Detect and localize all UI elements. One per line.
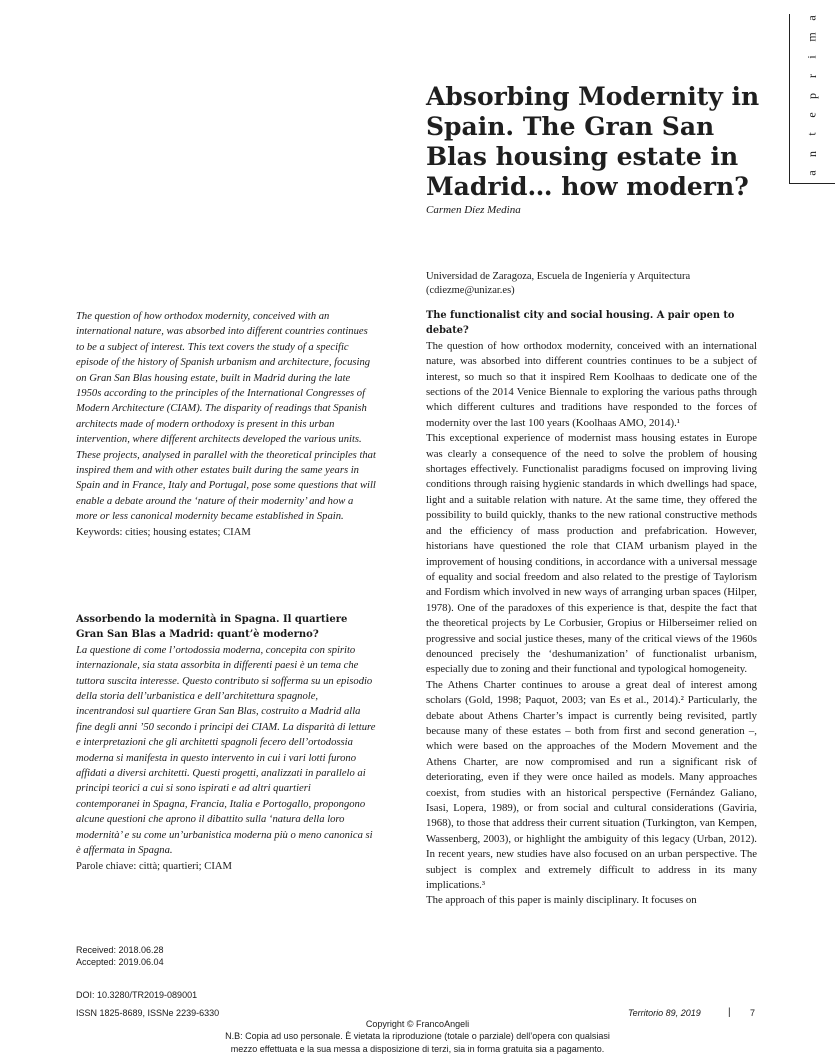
journal-name: Territorio 89, 2019 bbox=[628, 1008, 701, 1018]
abstract-italian-keywords: Parole chiave: città; quartieri; CIAM bbox=[76, 860, 232, 872]
copyright-notice: Copyright © FrancoAngeli bbox=[365, 1019, 470, 1029]
abstract-italian bbox=[76, 612, 376, 874]
usage-notice-line: mezzo effettuata e la sua messa a disposizione di terzi, sia in forma gratuita sia a pagamento. bbox=[230, 1044, 605, 1054]
side-tab-letter: n bbox=[804, 149, 819, 157]
abstract-english-text: The question of how orthodox modernity, conceived with an international nature, was absorbed into different countries continues to be a subject of interest. This text covers the study of a specific episode of the history of Spanish urbanism and architecture, focusing on Gran San Blas housing estate, built in Madrid during the late 1950s according to the principles of the International Congresses of Modern Architecture (CIAM). The disparity of readings that Spanish architects made of modern orthodoxy is present in this urban intervention, where different architects developed the various units. These projects, analysed in parallel with the theoretical principles that inspired them and with other estates built during the same years in Spain and in France, Italy and Portugal, pose some questions that will enable a debate around the ‘nature of their modernity’ and how a more or less canonical modernity became established in Spain. bbox=[76, 311, 376, 523]
abstract-english bbox=[76, 309, 376, 540]
body-paragraph: This exceptional experience of modernist mass housing estates in Europe was clearly a consequence of the need to solve the problem of housing shortages effectively. Functionalist paradigms focused on improving living conditions through raising hygienic standards in which dwellings had space, light and a suitable relation with nature. At the same time, they offered the possibility to build quickly, thanks to the new rational constructive methods and the efficiency of mass production and prefabrication. However, historians have questioned the role that CIAM urbanism played in the improvement of housing conditions, in accordance with a universal message of equality and social freedom and also related to the prestige of Taylorism and Fordism which involved in new ways of arranging urban spaces (Hilper, 1978). One of the paradoxes of this experience is that, despite the fact that the theoretical projects by Le Corbusier, Gropius or Hilberseimer relied on progressive and social justice theses, many of the critical views of the 1960s denounced precisely the ‘deshumanization’ of functionalist urbanism, especially due to zoning and their functional and typological homogeneity. bbox=[426, 432, 757, 676]
body-paragraph: The approach of this paper is mainly disciplinary. It focuses on bbox=[426, 894, 697, 907]
side-tab-letter: i bbox=[804, 54, 819, 59]
side-tab-label bbox=[797, 10, 827, 180]
body-paragraph: The Athens Charter continues to arouse a great deal of interest among scholars (Gold, 1998; Paquot, 2003; van Es et al., 2014).² Particularly, the debate about Athens Charter’s impact is currently being revisited, partly because many of these estates – both from first and second generation –, which were based on the approaches of the Modern Movement and the Athens Charter, are now compromised and run a significant risk of deteriorating, even if they were once hailed as models. Many approaches coexist, from studies with an historical perspective (Fernández Galiano, Isasi, Lopera, 1989), or from social and cultural considerations (Gaviria, 1968), to those that address their current situation (Turkington, van Kempen, Wassenberg, 2003), or highlight the ambiguity of this legacy (Urban, 2012). In recent years, new studies have also focused on an urban perspective. The subject is complex and extremely difficult to address in its many implications.³ bbox=[426, 678, 757, 892]
author-name: Carmen Díez Medina bbox=[426, 204, 521, 216]
footer-separator: | bbox=[728, 1007, 731, 1018]
abstract-italian-text: La questione di come l’ortodossia moderna, concepita con spirito internazionale, sia stata assorbita in differenti paesi è un tema che tuttora suscita interesse. Questo contributo si sofferma su un episodio della storia dell’urbanistica e dell’architettura spagnole, incentrandosi sul quartiere Gran San Blas, costruito a Madrid alla fine degli anni ’50 secondo i principi dei CIAM. La disparità di letture e interpretazioni che gli architetti spagnoli fecero dell’ortodossia moderna si manifesta in questo intervento in cui i vari lotti furono affidati a diversi architetti. Questi progetti, analizzati in parallelo ai principi teorici a cui si sono ispirati e ad altri quartieri contemporanei in Spagna, Francia, Italia e Portogallo, propongono alcune questioni che aprono il dibattito sulla ‘natura della loro modernità’ e su come un’urbanistica moderna più o meno canonica si è affermata in Spagna. bbox=[76, 644, 376, 857]
abstract-italian-title: Assorbendo la modernità in Spagna. Il quartiere Gran San Blas a Madrid: quant’è moderno? bbox=[76, 614, 348, 641]
abstract-english-keywords: Keywords: cities; housing estates; CIAM bbox=[76, 526, 251, 538]
side-tab-letter: a bbox=[804, 14, 819, 21]
author-affiliation: Universidad de Zaragoza, Escuela de Ingeniería y Arquitectura (cdiezme@unizar.es) bbox=[426, 271, 691, 296]
received-date: Received: 2018.06.28 bbox=[76, 945, 164, 955]
side-tab-letter: e bbox=[804, 111, 819, 118]
article-title: Absorbing Modernity in Spain. The Gran San Blas housing estate in Madrid… how modern? bbox=[426, 82, 760, 201]
side-tab-letter: a bbox=[804, 169, 819, 176]
usage-notice bbox=[0, 1030, 835, 1056]
section-title: The functionalist city and social housing. A pair open to debate? bbox=[426, 310, 735, 337]
submission-dates bbox=[76, 944, 164, 968]
side-tab-letter: t bbox=[804, 131, 819, 136]
issn: ISSN 1825-8689, ISSNe 2239-6330 bbox=[76, 1008, 220, 1018]
article-body bbox=[426, 308, 757, 909]
side-tab-letter: p bbox=[804, 91, 819, 99]
side-tab-letter: r bbox=[804, 73, 819, 79]
accepted-date: Accepted: 2019.06.04 bbox=[76, 957, 164, 967]
side-tab-letter: m bbox=[804, 31, 819, 43]
page-number: 7 bbox=[750, 1008, 756, 1018]
usage-notice-line: N.B: Copia ad uso personale. È vietata la riproduzione (totale o parziale) dell’opera con qualsiasi bbox=[225, 1031, 610, 1041]
doi: DOI: 10.3280/TR2019-089001 bbox=[76, 990, 198, 1000]
body-paragraph: The question of how orthodox modernity, conceived with an international nature, was absorbed into different countries continues to be a subject of interest, so much so that it inspired Rem Koolhaas to dedicate one of the sections of the 2014 Venice Biennale to exploring the various paths through which different cultures and traditions have responded to the forces of modernity over the last 100 years (Koolhaas AMO, 2014).¹ bbox=[426, 339, 757, 429]
